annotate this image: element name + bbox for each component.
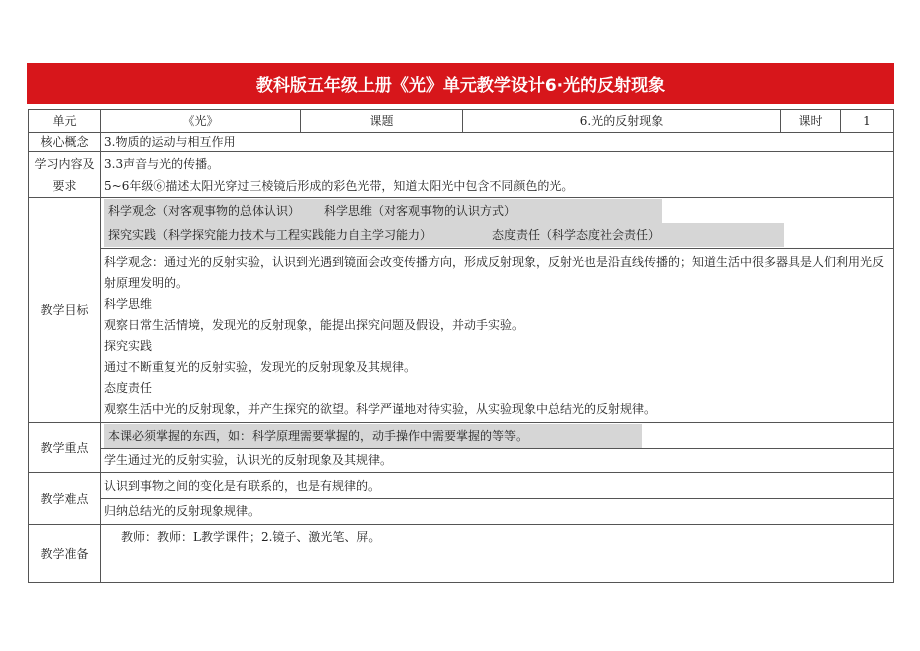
core-concept-value: 3.物质的运动与相互作用 — [101, 133, 894, 152]
key-points-content — [101, 423, 894, 473]
goal-heading-3: 探究实践 — [104, 338, 153, 353]
key-points-row — [29, 423, 894, 473]
goal-tag-4: 态度责任（科学态度社会责任） — [492, 228, 661, 242]
goals-label: 教学目标 — [29, 198, 101, 423]
goals-text — [101, 249, 894, 423]
goal-text-3: 通过不断重复光的反射实验，发现光的反射现象及其规律。 — [104, 359, 417, 374]
lesson-plan-table — [28, 109, 894, 583]
requirements-content — [101, 152, 894, 198]
requirements-row — [29, 152, 894, 198]
preparation-label: 教学准备 — [29, 525, 101, 583]
key-points-value: 学生通过光的反射实验，认识光的反射现象及其规律。 — [101, 448, 893, 471]
hours-label: 课时 — [781, 110, 841, 133]
goals-tags-row — [29, 198, 894, 249]
goal-text-1: 科学观念：通过光的反射实验，认识到光遇到镜面会改变传播方向，形成反射现象，反射光也是沿直线传播的；知道生活中很多器具是人们利用光反射原理发明的。 — [104, 254, 885, 290]
preparation-value: 教师：教师：L教学课件；2.镜子、激光笔、屏。 — [101, 525, 894, 583]
topic-value: 6.光的反射现象 — [463, 110, 781, 133]
core-concept-label: 核心概念 — [29, 133, 101, 152]
goal-heading-4: 态度责任 — [104, 380, 153, 395]
core-concept-row — [29, 133, 894, 152]
requirements-label-line-1: 学习内容及 — [34, 156, 95, 171]
key-points-label: 教学重点 — [29, 423, 101, 473]
difficulties-label: 教学难点 — [29, 473, 101, 525]
goal-heading-2: 科学思维 — [104, 296, 153, 311]
goal-tag-1: 科学观念（对客观事物的总体认识） — [108, 204, 301, 218]
hours-value: 1 — [841, 110, 894, 133]
preparation-row — [29, 525, 894, 583]
requirements-line-1: 3.3声音与光的传播。 — [104, 156, 220, 171]
requirements-label-line-2: 要求 — [52, 178, 77, 193]
difficulties-row — [29, 473, 894, 525]
difficulty-line-2: 归纳总结光的反射现象规律。 — [101, 498, 893, 523]
goal-text-4: 观察生活中光的反射现象，并产生探究的欲望。科学严谨地对待实验，从实验现象中总结光的反射规律。 — [104, 401, 657, 416]
key-points-hint: 本课必须掌握的东西，如：科学原理需要掌握的，动手操作中需要掌握的等等。 — [104, 424, 642, 448]
goal-tag-row-1 — [104, 199, 662, 223]
goal-text-2: 观察日常生活情境，发现光的反射现象，能提出探究问题及假设，并动手实验。 — [104, 317, 525, 332]
unit-value: 《光》 — [101, 110, 301, 133]
header-row — [29, 110, 894, 133]
goals-tags — [101, 198, 894, 249]
goal-tag-2: 科学思维（对客观事物的认识方式） — [324, 204, 517, 218]
requirements-label — [29, 152, 101, 198]
unit-label: 单元 — [29, 110, 101, 133]
requirements-line-2: 5~6年级⑥描述太阳光穿过三棱镜后形成的彩色光带，知道太阳光中包含不同颜色的光。 — [104, 178, 574, 193]
goal-tag-row-2 — [104, 223, 784, 247]
topic-label: 课题 — [301, 110, 463, 133]
difficulties-content — [101, 473, 894, 525]
difficulty-line-1: 认识到事物之间的变化是有联系的，也是有规律的。 — [104, 479, 381, 493]
goal-tag-3: 探究实践（科学探究能力技术与工程实践能力自主学习能力） — [108, 228, 433, 242]
goals-text-row — [29, 249, 894, 423]
page-title: 教科版五年级上册《光》单元教学设计6·光的反射现象 — [27, 63, 894, 104]
